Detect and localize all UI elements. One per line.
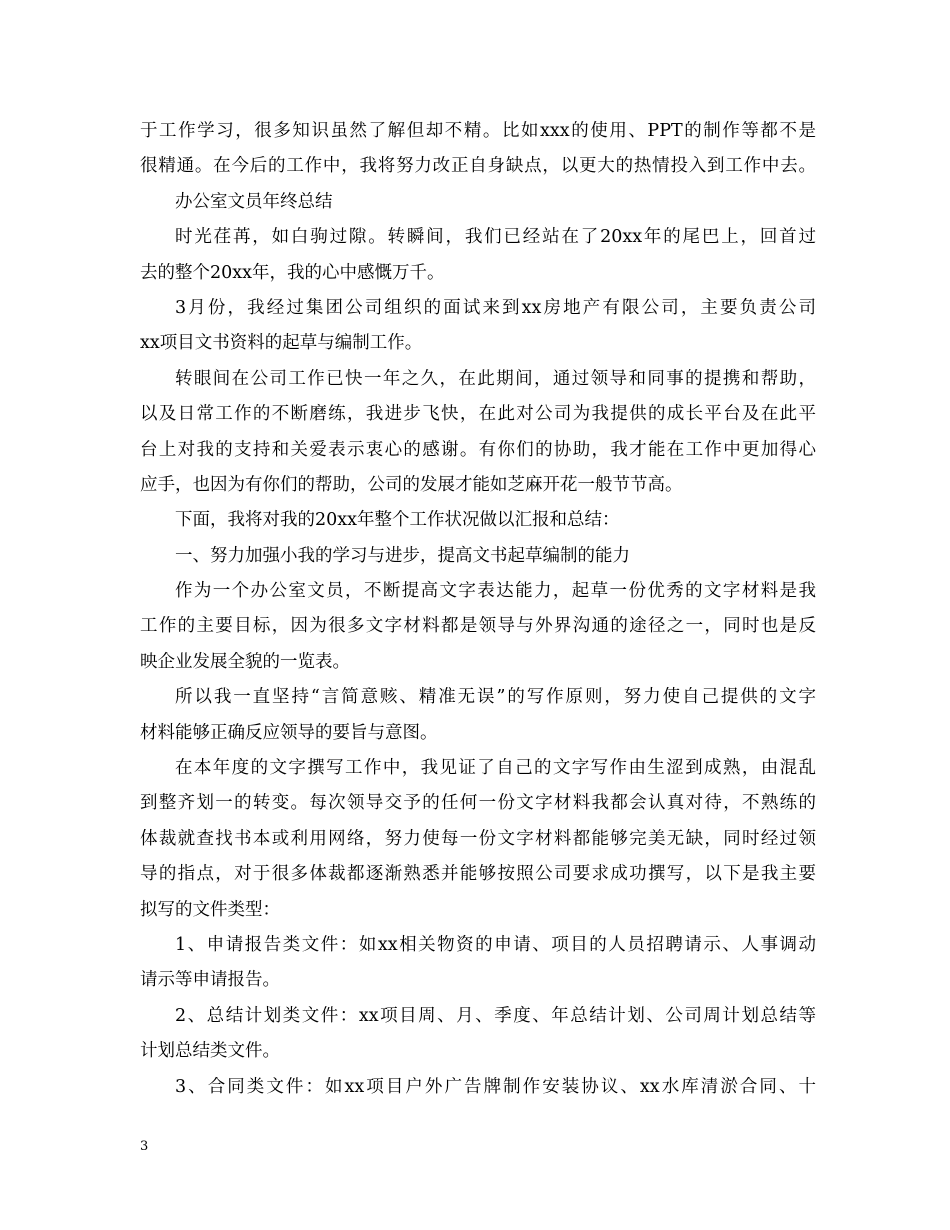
text-line: 下面，我将对我的20xx年整个工作状况做以汇报和总结： (175, 510, 620, 531)
text-line: 请示等申请报告。 (140, 970, 280, 991)
text-line: 3月份，我经过集团公司组织的面试来到xx房地产有限公司，主要负责公司 (175, 297, 816, 318)
text-line: 以及日常工作的不断磨练，我进步飞快，在此对公司为我提供的成长平台及在此平 (140, 404, 816, 425)
text-line: 拟写的文件类型： (140, 899, 280, 920)
text-line: 很精通。在今后的工作中，我将努力改正自身缺点，以更大的热情投入到工作中去。 (140, 156, 816, 177)
text-line: 转眼间在公司工作已快一年之久，在此期间，通过领导和同事的提携和帮助， (175, 368, 816, 389)
text-line: 应手，也因为有你们的帮助，公司的发展才能如芝麻开花一般节节高。 (140, 474, 683, 495)
text-line: 时光荏苒，如白驹过隙。转瞬间，我们已经站在了20xx年的尾巴上，回首过 (175, 227, 816, 248)
text-line: 2、总结计划类文件：xx项目周、月、季度、年总结计划、公司周计划总结等 (175, 1005, 816, 1026)
document-body (140, 114, 816, 1105)
text-line: 所以我一直坚持“言简意赅、精准无误”的写作原则，努力使自己提供的文字 (175, 687, 816, 708)
text-line: 于工作学习，很多知识虽然了解但却不精。比如xxx的使用、PPT的制作等都不是 (140, 121, 816, 141)
text-line: 计划总结类文件。 (140, 1041, 280, 1062)
text-line: 工作的主要目标，因为很多文字材料都是领导与外界沟通的途径之一，同时也是反 (140, 616, 816, 637)
text-line: 办公室文员年终总结 (175, 191, 333, 212)
text-line: 到整齐划一的转变。每次领导交予的任何一份文字材料我都会认真对待，不熟练的 (140, 793, 816, 814)
text-line: 一、努力加强小我的学习与进步，提高文书起草编制的能力 (175, 545, 630, 566)
text-line: 3、合同类文件：如xx项目户外广告牌制作安装协议、xx水库清淤合同、十 (175, 1076, 816, 1097)
text-line: 导的指点，对于很多体裁都逐渐熟悉并能够按照公司要求成功撰写，以下是我主要 (140, 864, 816, 885)
text-line: 材料能够正确反应领导的要旨与意图。 (140, 722, 438, 743)
text-line: 作为一个办公室文员，不断提高文字表达能力，起草一份优秀的文字材料是我 (175, 581, 816, 602)
text-line: xx项目文书资料的起草与编制工作。 (140, 333, 423, 354)
text-line: 去的整个20xx年，我的心中感慨万千。 (140, 262, 445, 283)
text-line: 映企业发展全貌的一览表。 (140, 651, 350, 672)
page-number: 3 (140, 1139, 149, 1154)
text-line: 1、申请报告类文件：如xx相关物资的申请、项目的人员招聘请示、人事调动 (175, 934, 816, 955)
text-line: 体裁就查找书本或利用网络，努力使每一份文字材料都能够完美无缺，同时经过领 (140, 828, 816, 849)
text-line: 在本年度的文字撰写工作中，我见证了自己的文字写作由生涩到成熟，由混乱 (175, 758, 816, 779)
text-line: 台上对我的支持和关爱表示衷心的感谢。有你们的协助，我才能在工作中更加得心 (140, 439, 816, 460)
